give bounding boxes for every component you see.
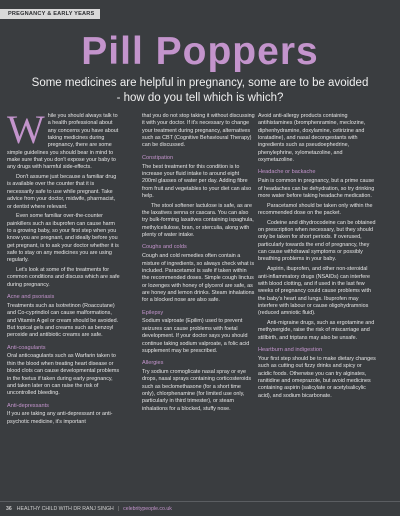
section-heading-constipation: Constipation	[142, 154, 174, 161]
section-heading-acne: Acne and psoriasis	[7, 294, 55, 301]
paragraph: Treatments such as Isotretinon (Roaccutane) and Co-cyprindiol can cause malformations, and Vitamin A gel or cream should be avoided. But topical gels and creams such as benzoyl peroxide and antibiotic creams are safe.	[7, 302, 119, 339]
paragraph: Anti-migraine drugs, such as ergotamine and methysergide, raise the risk of miscarriage and stillbirth, and triptans may also be unsafe.	[258, 320, 375, 341]
paragraph: that you do not stop taking it without discussing it with your doctor. If it's necessary to change your treatment during pregnancy, alternatives such as CBT (Cognitive Behavioural Therapy) can be discussed.	[142, 113, 255, 149]
page-title: Pill Poppers	[81, 30, 319, 73]
intro-paragraph: hile you should always talk to a health professional about any concerns you have about taking medicines during pregnancy, there are some simple guidelines you should bear in mind to make sure that you don't expose your baby to any drugs with harmful side-effects.	[7, 113, 119, 171]
publication-name: HEALTHY CHILD WITH DR RANJ SINGH	[16, 506, 114, 512]
paragraph: Don't assume just because a familiar drug is available over the counter that it is necessarily safe to use while pregnant. Take advice from your doctor, midwife, pharmacist, or dentist where relevant.	[7, 174, 117, 210]
section-heading-allergies: Allergies	[142, 360, 164, 367]
paragraph: Cough and cold remedies often contain a mixture of ingredients, so always check what is included. Paracetamol is safe if taken within the recommended doses. Simple cough linctus or lozenges with honey of glycerol are safe, as are honey and lemon drinks. Steam inhalations for a blocked nose are also safe.	[142, 253, 255, 304]
paragraph: Try sodium cromoglicate nasal spray or eye drops, nasal sprays containing corticosteroids such as beclomethasone (for a short time only), chlorphenamine (for limited use only, particularly in third trimester), or steam inhalations for a blocked, stuffy nose.	[142, 369, 252, 412]
article-column-3	[258, 113, 376, 402]
website-link[interactable]: celebritypeople.co.uk	[123, 506, 172, 512]
paragraph: Aspirin, ibuprofen, and other non-steroidal anti-inflammatory drugs (NSAIDs) can interfere with blood clotting, and if used in the last few weeks of pregnancy could cause problems with the baby's heart and lungs. Ibuprofen may interfere with labour or cause oligohydramnios (reduced amniotic fluid).	[258, 266, 371, 317]
paragraph: Oral anticoagulants such as Warfarin taken to thin the blood when treating heart disease or blood clots can cause developmental problems in the foetus if taken during early pregnancy, and taken later on can raise the risk of uncontrolled bleeding.	[7, 353, 120, 397]
paragraph: Your first step should be to make dietary changes such as cutting out fizzy drinks and spicy or acidic foods. Otherwise you can try alginates, ranitidine and omeprazole, but avoid medicines containing aspirin (salicylate or acetylsalicylic acid), and sodium bicarbonate.	[258, 355, 376, 399]
article-column-2	[142, 113, 255, 416]
section-heading-heartburn: Heartburn and indigestion	[258, 347, 323, 354]
section-tag: PREGNANCY & EARLY YEARS	[0, 9, 100, 19]
paragraph: Codeine and dihydrocodeine can be obtained on prescription when necessary, but they should only be taken for short periods. If overused, particularly towards the end of pregnancy, they can cause withdrawal symptoms or possibly breathing problems in your baby.	[258, 219, 376, 263]
page-number: 36	[6, 506, 12, 512]
article-column-1	[7, 107, 120, 428]
paragraph: Sodium valproate (Epilim) used to prevent seizures can cause problems with foetal development. If your doctor says you should continue taking sodium valproate, a folic acid supplement may be prescribed.	[142, 318, 250, 354]
page-subtitle: Some medicines are helpful in pregnancy, some are to be avoided - how do you tell which is which?	[31, 77, 369, 104]
paragraph: Paracetamol should be taken only within the recommended dose on the packet.	[258, 202, 373, 217]
footer-separator: |	[117, 506, 120, 512]
page-footer	[0, 501, 400, 516]
paragraph: Even some familiar over-the-counter painkillers such as ibuprofen can cause harm to a growing baby, so your first step when you know you are pregnant, and ideally before you get pregnant, is to ask your doctor whether it is safe to stay on any medicines you are using regularly.	[7, 213, 119, 264]
section-heading-anticoagulants: Anti-coagulants	[7, 344, 46, 351]
section-heading-coughs: Coughs and colds	[142, 244, 187, 251]
section-heading-epilepsy: Epilepsy	[142, 309, 164, 316]
paragraph: Avoid anti-allergy products containing antihistamines (bromphenramine, meclozine, diphenhydramine, doxylamine, cetirizine and loratadine), and nasal decongestants with ingredients such as pseudoephedrine, phenylephrine, xylometazoline, and oxymetazoline.	[258, 113, 366, 164]
section-heading-antidepressants: Anti-depressants	[7, 402, 49, 409]
paragraph: The stool softener lactulose is safe, as are the laxatives senna or cascara. You can also try bulk-forming laxatives containing ispaghula, methylcellulose, bran, or sterculia, along with plenty of water intake.	[142, 202, 254, 239]
paragraph: Pain is common in pregnancy, but a prime cause of headaches can be dehydration, so try drinking more water before taking headache medication.	[258, 178, 375, 199]
paragraph: If you are taking any anti-depressant or anti-psychotic medicine, it's important	[7, 411, 113, 425]
paragraph: The best treatment for this condition is to increase your fluid intake to around eight 200ml glasses of water per day. Adding fibre from fruit and vegetables to your diet can also help.	[142, 163, 252, 199]
paragraph: Let's look at some of the treatments for common conditions and discuss which are safe during pregnancy.	[7, 267, 120, 288]
drop-cap: W	[7, 107, 45, 152]
section-heading-headache: Headache or backache	[258, 169, 316, 176]
